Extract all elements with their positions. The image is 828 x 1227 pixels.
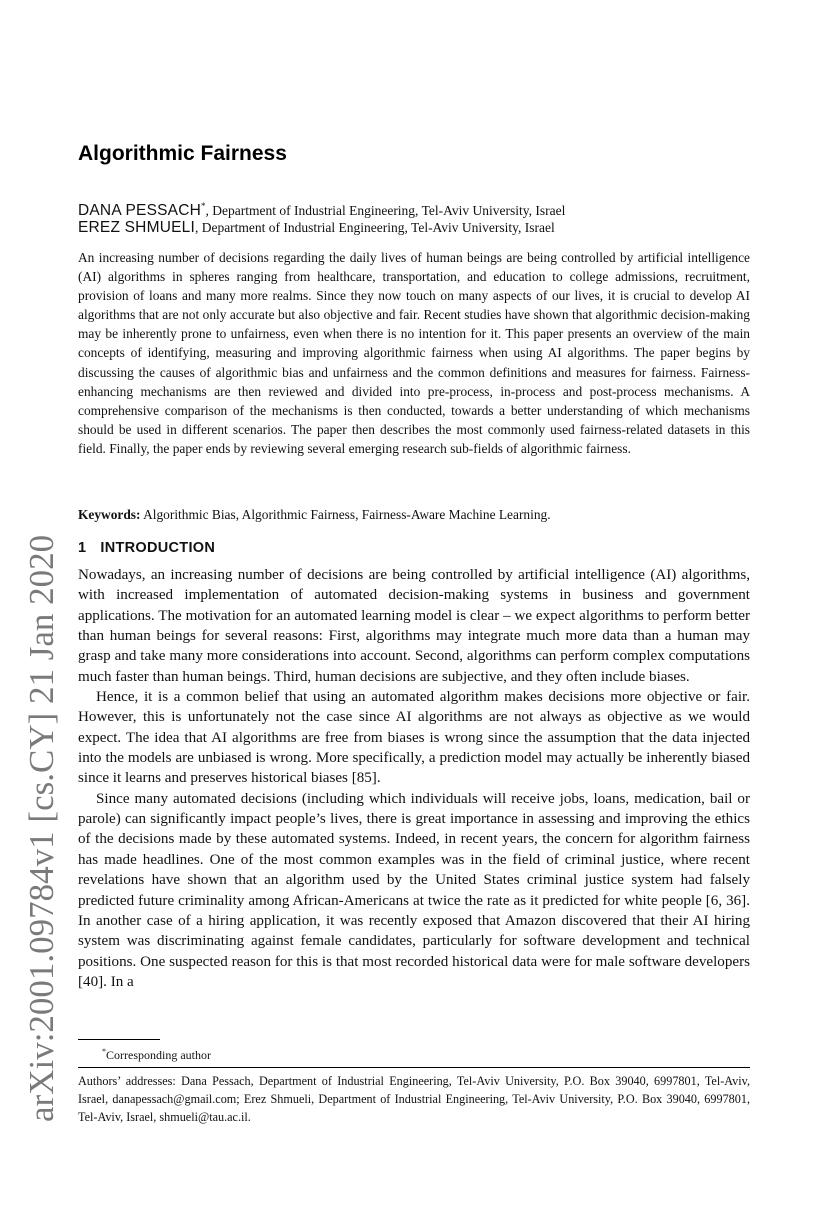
arxiv-identifier: arXiv:2001.09784v1 [cs.CY] 21 Jan 2020 [22,534,61,1122]
footnote-text: Corresponding author [106,1048,211,1062]
paragraph: Hence, it is a common belief that using an automated algorithm makes decisions more objective or fair. However, this is unfortunately not the case since AI algorithms are not always as objective as we would expect. The idea that AI algorithms are free from biases is wrong since the assumption that the data injected into the models are unbiased is wrong. More specifically, a prediction model may actually be inherently biased since it learns and preserves historical biases [85]. [78,689,750,787]
footnote-rule [78,1039,160,1040]
section-number: 1 [78,540,87,556]
corresponding-author-mark: * [201,201,206,211]
addresses-rule [78,1067,750,1068]
keywords-label: Keywords: [78,507,141,522]
body-text [78,565,750,992]
author-name: EREZ SHMUELI [78,219,195,236]
author-line [78,218,555,238]
section-title: INTRODUCTION [100,540,216,556]
keywords [78,505,750,524]
footnote-mark: * [102,1047,106,1056]
author-addresses: Authors’ addresses: Dana Pessach, Department of Industrial Engineering, Tel-Aviv University, P.O. Box 39040, 6997801, Tel-Aviv, Israel, danapessach@gmail.com; Erez Shmueli, Department of Industrial Engineering, Tel-Aviv University, P.O. Box 39040, 6997801, Tel-Aviv, Israel, shmueli@tau.ac.il. [78,1074,750,1124]
author-affiliation: , Department of Industrial Engineering, Tel-Aviv University, Israel [205,203,566,218]
paper-title: Algorithmic Fairness [78,142,287,165]
keywords-text: Algorithmic Bias, Algorithmic Fairness, Fairness-Aware Machine Learning. [140,507,551,522]
paragraph: Nowadays, an increasing number of decisions are being controlled by artificial intelligence (AI) algorithms, with increased implementation of automated decision-making systems in business and government applications. The motivation for an automated learning model is clear – we expect algorithms to perform better than human beings for several reasons: First, algorithms may integrate much more data than a human may grasp and take many more considerations into account. Second, algorithms can perform complex computations much faster than human beings. Third, human decisions are subjective, and they often include biases. [78,567,750,685]
author-name: DANA PESSACH [78,202,201,219]
author-affiliation: , Department of Industrial Engineering, Tel-Aviv University, Israel [194,220,555,235]
abstract: An increasing number of decisions regarding the daily lives of human beings are being controlled by artificial intelligence (AI) algorithms in spheres ranging from healthcare, transportation, and education to college admissions, recruitment, provision of loans and many more realms. Since they now touch on many aspects of our lives, it is crucial to develop AI algorithms that are not only accurate but also objective and fair. Recent studies have shown that algorithmic decision-making may be inherently prone to unfairness, even when there is no intention for it. This paper presents an overview of the main concepts of identifying, measuring and improving algorithmic fairness when using AI algorithms. The paper begins by discussing the causes of algorithmic bias and unfairness and the common definitions and measures for fairness. Fairness-enhancing mechanisms are then reviewed and divided into pre-process, in-process and post-process mechanisms. A comprehensive comparison of the mechanisms is then conducted, towards a better understanding of which mechanisms should be used in different scenarios. The paper then describes the most commonly used fairness-related datasets in this field. Finally, the paper ends by reviewing several emerging research sub-fields of algorithmic fairness. [78,250,750,456]
section-heading [78,538,215,558]
paragraph: Since many automated decisions (including which individuals will receive jobs, loans, medication, bail or parole) can significantly impact people’s lives, there is great importance in assessing and improving the ethics of the decisions made by these automated systems. Indeed, in recent years, the concern for algorithm fairness has made headlines. One of the most common examples was in the field of criminal justice, where recent revelations have shown that an algorithm used by the United States criminal justice system had falsely predicted future criminality among African-Americans at twice the rate as it predicted for white people [6, 36]. In another case of a hiring application, it was recently exposed that Amazon discovered that their AI hiring system was discriminating against female candidates, particularly for software development and technical positions. One suspected reason for this is that most recorded historical data were for male software developers [40]. In a [78,790,750,990]
footnote [102,1043,211,1064]
